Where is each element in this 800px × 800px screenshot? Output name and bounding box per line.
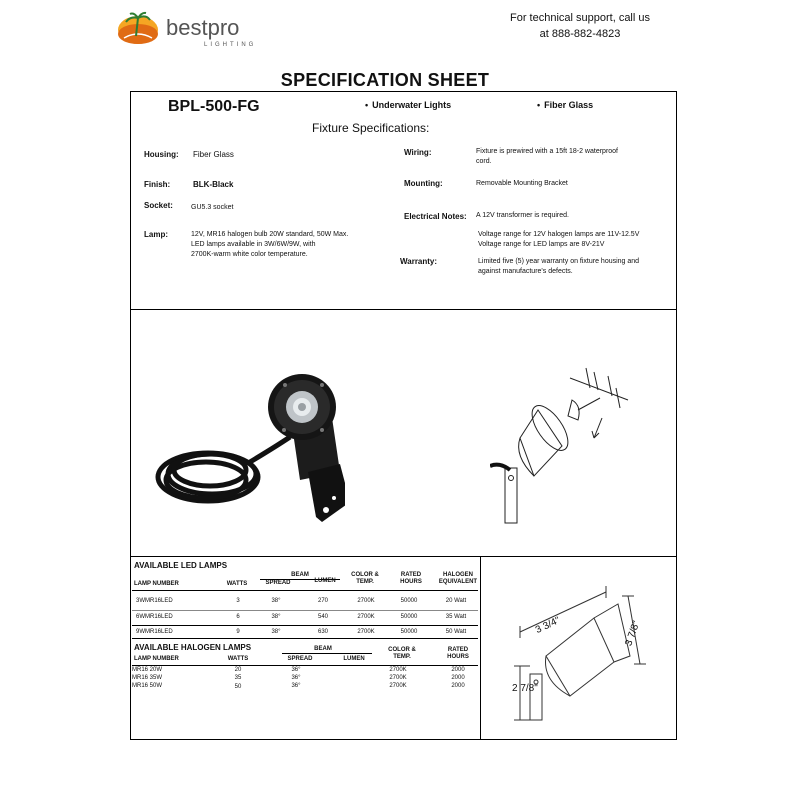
logo-sub-text: LIGHTING [204,42,257,48]
hal-col-lumen: LUMEN [343,656,365,662]
finish-label: Finish: [144,180,171,189]
led-col-lamp-number: LAMP NUMBER [134,581,179,587]
page-title: SPECIFICATION SHEET [280,70,490,90]
led-col-halogen: HALOGEN EQUIVALENT [438,572,478,585]
table-row: 9WMR16LED 9 38° 630 2700K 50000 50 Watt [136,629,467,635]
hal-col-rated: RATED HOURS [447,647,469,660]
mounting-value: Removable Mounting Bracket [476,180,568,187]
dimension-drawing [502,586,660,724]
socket-value: GU5.3 socket [191,204,234,211]
feature-bullet-underwater: • Underwater Lights [365,100,451,110]
table-row: MR16 20W 20 36° 2700K 2000 [132,667,465,673]
warranty-label: Warranty: [400,257,438,266]
socket-label: Socket: [144,201,173,210]
hal-header-rule [132,665,478,666]
led-bottom-rule [132,638,478,639]
lamp-label: Lamp: [144,230,168,239]
housing-value: Fiber Glass [193,150,234,159]
hal-col-spread: SPREAD [287,656,313,662]
support-info [480,10,680,42]
feature-bullet-fiberglass: • Fiber Glass [537,100,593,110]
table-row: MR16 50W 50 36° 2700K 2000 [132,683,465,690]
led-header-rule [132,590,478,591]
electrical-value: A 12V transformer is required. [476,212,569,219]
company-logo [116,8,296,48]
table-row: MR16 35W 35 36° 2700K 2000 [132,675,465,681]
led-col-rated: RATED HOURS [400,572,422,585]
table-row: 3WMR16LED 3 38° 270 2700K 50000 20 Watt [136,598,467,604]
wiring-label: Wiring: [404,148,432,157]
support-line-1: For technical support, call us [509,12,650,24]
led-col-spread: SPREAD [265,580,291,586]
voltage-notes: Voltage range for 12V halogen lamps are 11V-12.5V Voltage range for LED lamps are 8V-21V [478,231,640,248]
finish-value: BLK-Black [193,180,234,189]
led-col-color: COLOR & TEMP. [351,572,379,585]
fixture-spec-heading: Fixture Specifications: [312,121,430,135]
model-number: BPL-500-FG [168,98,260,115]
hal-col-lamp-number: LAMP NUMBER [134,656,179,662]
width-dimension-label: 3 3/4" [533,615,562,636]
halogen-table-title: AVAILABLE HALOGEN LAMPS [134,643,252,652]
led-table-rows [132,596,480,640]
hal-col-color: COLOR & TEMP. [388,647,416,660]
product-photo [150,352,345,532]
led-col-watts: WATTS [226,581,248,587]
mounting-label: Mounting: [404,179,443,188]
led-col-lumen: LUMEN [314,578,336,584]
bracket-dimension-label: 2 7/8" [512,683,538,694]
electrical-label: Electrical Notes: [404,212,467,221]
led-col-beam: BEAM [291,572,309,578]
table-row: 6WMR16LED 6 38° 540 2700K 50000 35 Watt [136,614,467,620]
hal-beam-rule [282,653,372,654]
height-dimension-label: 3 7/8" [623,619,643,648]
hal-col-beam: BEAM [314,646,332,652]
hal-col-watts: WATTS [227,656,249,662]
warranty-value: Limited five (5) year warranty on fixture housing and against manufacture's defects. [478,258,640,275]
housing-label: Housing: [144,150,179,159]
halogen-table-rows [132,667,480,691]
wiring-value: Fixture is prewired with a 15ft 18-2 waterproof cord. [476,148,619,165]
logo-brand-text: bestpro [166,15,240,40]
support-phone: at 888-882-4823 [539,28,621,40]
lamp-value: 12V, MR16 halogen bulb 20W standard, 50W Max. LED lamps available in 3W/6W/9W, with 2700K-warm white color temperature. [191,231,349,258]
led-table-title: AVAILABLE LED LAMPS [134,561,228,570]
fixture-line-drawing [490,358,640,533]
